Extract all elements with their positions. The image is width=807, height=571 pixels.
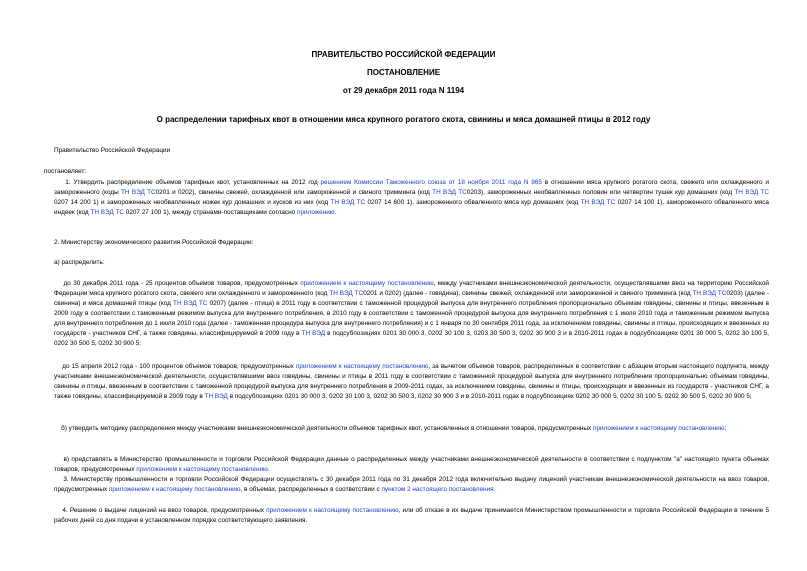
- paragraph-1: [54, 178, 769, 218]
- document-link[interactable]: приложением к настоящему постановлению: [108, 486, 241, 493]
- text-run: в подсубпозициях 0201 30 000 3, 0202 30 100 3, 0203 30 500 3, 0202 30 900 3 и в 2010-2011 годах в подсубпозициях 0201 30 000 5, 0202 30 100 5, 0202 30 500 5, 0202 30 900 5;: [54, 330, 769, 347]
- doc-type-heading: ПОСТАНОВЛЕНИЕ: [366, 68, 441, 77]
- paragraph-2a: а) распределить:: [54, 259, 105, 266]
- document-link[interactable]: решением Комиссии Таможенного союза от 18 ноября 2011 года N 865: [320, 179, 542, 186]
- document-link[interactable]: ТН ВЭД: [204, 393, 228, 400]
- document-link[interactable]: ТН ВЭД ТС: [329, 290, 364, 297]
- document-link[interactable]: приложением к настоящему постановлению: [300, 280, 434, 287]
- document-link[interactable]: приложением к настоящему постановлению: [136, 466, 268, 473]
- paragraph-4: [54, 362, 769, 402]
- text-run: в) представлять в Министерство промышленности и торговли Российской Федерации данные о распределенных между участниками внешнеэкономической деятельности в соответствии с подпунктом "а" настоящего пункта объемах товаров, предусмотренных: [54, 456, 769, 473]
- document-link[interactable]: ТН ВЭД ТС: [580, 199, 616, 206]
- text-run: 0207 14 200 1) и замороженных необвапленных ножек кур домашних и кусков из них (код: [54, 199, 331, 206]
- paragraph-6: [54, 455, 769, 475]
- text-run: в подсубпозициях 0201 30 000 3, 0202 30 100 3, 0202 30 500 3, 0202 30 900 3 и в 2010-2011 годах в подсубпозициях 0202 30 000 5, 0202 30 100 5, 0202 30 500 5, 0202 30 900 5;: [227, 393, 752, 400]
- text-run: б) утвердить методику распределения между участниками внешнеэкономической деятельности объемов тарифных квот, установленных в отношении товаров, предусмотренных: [61, 425, 593, 432]
- text-run: .: [493, 486, 496, 493]
- text-run: 0207 27 100 1), между странами-поставщиками согласно: [123, 209, 297, 216]
- document-link[interactable]: ТН ВЭД ТС: [330, 199, 366, 206]
- document-link[interactable]: ТН ВЭД ТС: [432, 189, 467, 196]
- text-run: 0207 14 600 1), замороженного обваленного мяса кур домашних (код: [365, 199, 581, 206]
- text-run: .: [334, 209, 337, 216]
- text-run: .: [267, 466, 270, 473]
- document-link[interactable]: приложением к настоящему постановлению: [266, 507, 399, 514]
- text-run: 0207) (далее - птица) в 2011 году в соответствии с таможенной процедурой выпуска для внутреннего потребления пропорционально объемам говядины, свинины и птицы, ввезенным в 2009 году в соответствии с таможенным режимом выпуска для внутреннего потребления, в 2010 году в соответствии с таможенной процедурой выпуска для внутреннего потребления с 1 июля 2010 года и таможенным режимом выпуска для внутреннего потребления до 1 июля 2010 года (далее - таможенная процедура выпуска для внутреннего потребления) и с 1 января по 30 сентября 2011 года, за исключением говядины, свинины и птицы, происходящих и ввезенных из государств - участников СНГ, а также говядины, классифицируемой в 2009 году в: [54, 300, 769, 337]
- document-title: О распределении тарифных квот в отношении мяса крупного рогатого скота, свинины и мяса домашней птицы в 2012 году: [156, 115, 651, 124]
- text-run: ;: [724, 425, 727, 432]
- text-run: 1. Утвердить распределение объемов тарифных квот, установленных на 2012 год: [65, 179, 321, 186]
- text-run: 0203) (далее - свинина) и мяса домашней птицы (код: [54, 290, 769, 307]
- paragraph-3: [54, 279, 769, 349]
- document-link[interactable]: ТН ВЭД ТС: [121, 189, 156, 196]
- document-link[interactable]: ТН ВЭД ТС: [734, 189, 770, 196]
- text-run: , в объемах, распределенных в соответствии с: [240, 486, 382, 493]
- text-run: 3. Министерству промышленности и торговли Российской Федерации осуществлять с 30 декабря 2011 года по 31 декабря 2012 года включительно выдачу лицензий участникам внешнеэкономической деятельности на ввоз товаров, предусмотренных: [54, 476, 769, 493]
- text-run: до 15 апреля 2012 года - 100 процентов объемов товаров, предусмотренных: [62, 363, 296, 370]
- resolves-line: постановляет:: [44, 168, 87, 175]
- text-run: в отношении мяса крупного рогатого скота, свежего или охлажденного и замороженного (коды: [54, 179, 769, 196]
- paragraph-8: [54, 506, 769, 526]
- document-link[interactable]: ТН ВЭД: [301, 330, 326, 337]
- gov-line: Правительство Российской Федерации: [54, 147, 171, 154]
- text-run: , или об отказе в их выдаче принимается Министерством промышленности и торговли Российской Федерации в течение 5 рабочих дней со дня подачи в установленном порядке соответствующего заявления.: [54, 507, 770, 524]
- org-heading: ПРАВИТЕЛЬСТВО РОССИЙСКОЙ ФЕДЕРАЦИИ: [311, 50, 496, 59]
- document-link[interactable]: ТН ВЭД ТС: [90, 209, 124, 216]
- text-run: 0201 и 0202), свинины свежей, охлажденной или замороженной и свиного тримминга (код: [155, 189, 433, 196]
- text-run: до 30 декабря 2011 года - 25 процентов объемов товаров, предусмотренных: [63, 280, 301, 287]
- text-run: 0203), замороженных необвапленных половин или четвертин тушек кур домашних (код: [466, 189, 735, 196]
- document-link[interactable]: приложением к настоящему постановлению: [593, 425, 725, 432]
- paragraph-7: [54, 475, 769, 495]
- text-run: , между участниками внешнеэкономической деятельности, осуществлявшими ввоз на территорию Российской Федерации мяса крупного рогатого скота, свежего или охлажденного и замороженного (код: [54, 280, 769, 297]
- document-link[interactable]: приложением к настоящему постановлению: [295, 363, 429, 370]
- text-run: 0201 и 0202) (далее - говядина), свинины свежей, охлажденной или замороженной и свиного тримминга (код: [363, 290, 693, 297]
- document-link[interactable]: пунктом 2 настоящего постановления: [381, 486, 494, 493]
- document-link[interactable]: ТН ВЭД ТС: [692, 290, 727, 297]
- text-run: 0207 14 100 1), замороженного обваленного мяса индеек (код: [54, 199, 769, 216]
- document-link[interactable]: ТН ВЭД ТС: [173, 300, 208, 307]
- date-number-heading: от 29 декабря 2011 года N 1194: [342, 86, 465, 95]
- text-run: , за вычетом объемов товаров, распределенных в соответствии с абзацем вторым настоящего подпункта, между участниками внешнеэкономической деятельности, осуществлявшими ввоз говядины, свинины и птицы в 2011 году в соответствии с таможенной процедурой выпуска для внутреннего потребления пропорционально объемам говядины, свинины и птицы, ввезенным в соответствии с таможенной процедурой выпуска для внутреннего потребления в 2009-2011 годах, за исключением говядины, свинины и птицы, происходящих и ввезенных из государств - участников СНГ, а также говядины, классифицируемой в 2009 году в: [54, 363, 769, 400]
- text-run: 4. Решение о выдаче лицензий на ввоз товаров, предусмотренных: [62, 507, 267, 514]
- paragraph-2: 2. Министерству экономического развития Российской Федерации:: [54, 239, 254, 246]
- document-link[interactable]: приложению: [296, 209, 335, 216]
- paragraph-5: [54, 424, 769, 434]
